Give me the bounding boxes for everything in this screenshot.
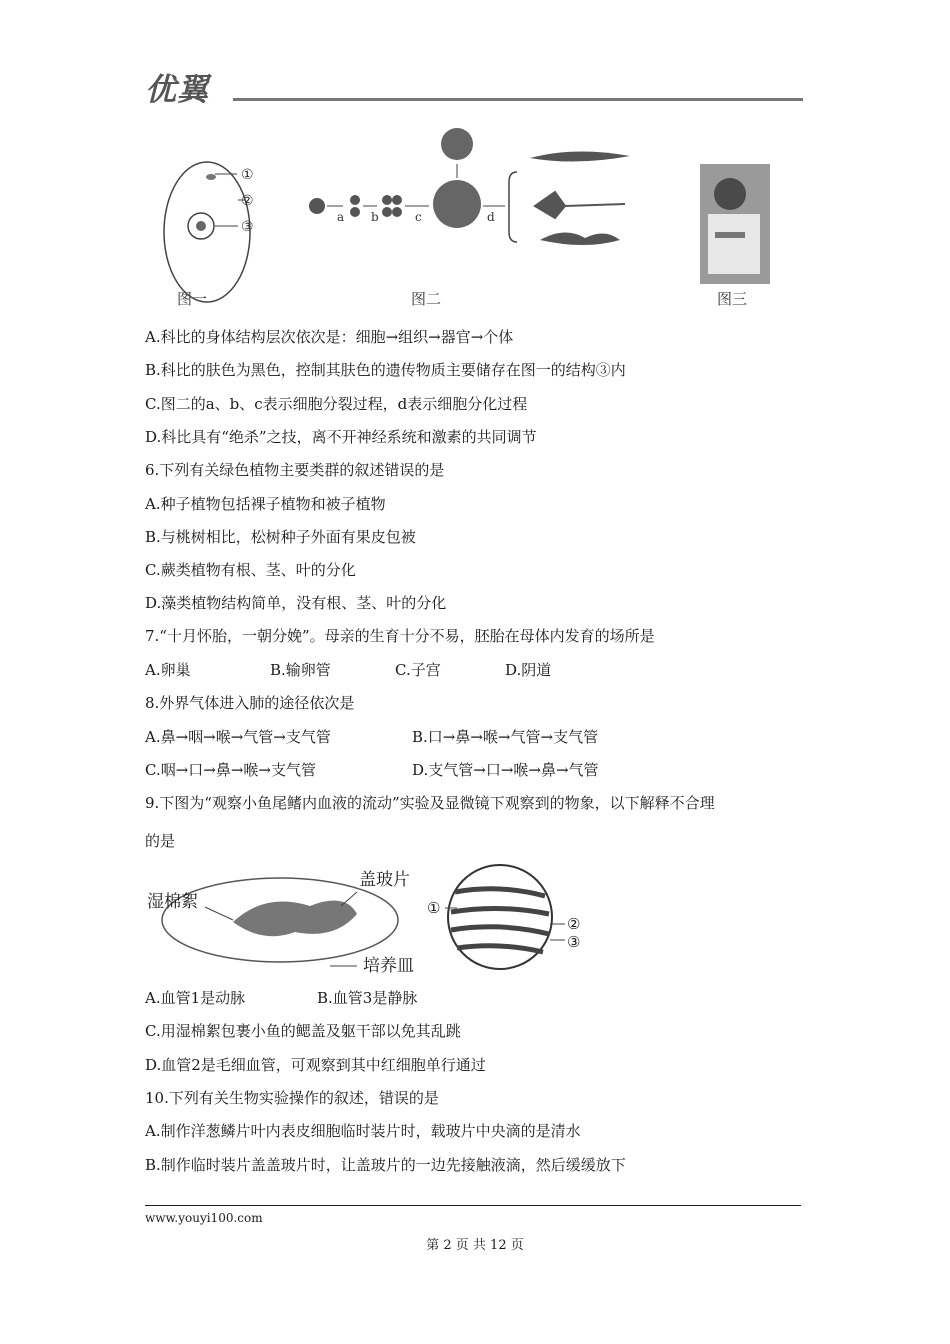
fig3-caption: 图三 bbox=[717, 290, 748, 308]
q9-stem-line1: 9.下图为“观察小鱼尾鳍内血液的流动”实验及显微镜下观察到的物象，以下解释不合理 bbox=[145, 794, 715, 812]
fig1-caption: 图一 bbox=[177, 290, 208, 308]
fig2-label-b: b bbox=[371, 210, 379, 224]
q8-option-a: A.鼻→咽→喉→气管→支气管 bbox=[145, 728, 331, 746]
q7-option-b: B.输卵管 bbox=[270, 661, 331, 679]
q5-option-a: A.科比的身体结构层次依次是：细胞→组织→器官→个体 bbox=[145, 328, 514, 346]
footer-url: www.youyi100.com bbox=[145, 1211, 263, 1225]
q9-label-coverslip: 盖玻片 bbox=[359, 870, 410, 890]
fig3-photo bbox=[700, 164, 770, 284]
q9-label-vessel-1: ① bbox=[427, 899, 441, 917]
footer-rule bbox=[145, 1205, 801, 1206]
fig1-label-3: ③ bbox=[241, 219, 254, 235]
q7-option-c: C.子宫 bbox=[395, 661, 441, 679]
q8-option-c: C.咽→口→鼻→喉→支气管 bbox=[145, 761, 316, 779]
fig2-label-a: a bbox=[337, 210, 345, 224]
q9-option-c: C.用湿棉絮包裹小鱼的鳃盖及躯干部以免其乱跳 bbox=[145, 1022, 461, 1040]
q6-option-c: C.蕨类植物有根、茎、叶的分化 bbox=[145, 561, 356, 579]
q9-label-cotton: 湿棉絮 bbox=[147, 892, 198, 912]
q9-figure bbox=[145, 862, 615, 982]
header-rule bbox=[233, 98, 803, 101]
fig1-label-2: ② bbox=[241, 193, 254, 209]
figure-drawings bbox=[145, 122, 805, 317]
q8-option-d: D.支气管→口→喉→鼻→气管 bbox=[412, 761, 599, 779]
fig2-label-d: d bbox=[487, 210, 495, 224]
q9-label-vessel-2: ② bbox=[567, 915, 581, 933]
q9-stem-line2: 的是 bbox=[145, 832, 176, 850]
q5-option-d: D.科比具有“绝杀”之技，离不开神经系统和激素的共同调节 bbox=[145, 428, 537, 446]
q6-stem: 6.下列有关绿色植物主要类群的叙述错误的是 bbox=[145, 461, 445, 479]
q5-option-c: C.图二的a、b、c表示细胞分裂过程，d表示细胞分化过程 bbox=[145, 395, 528, 413]
q9-option-a: A.血管1是动脉 bbox=[145, 989, 246, 1007]
q7-stem: 7.“十月怀胎，一朝分娩”。母亲的生育十分不易，胚胎在母体内发育的场所是 bbox=[145, 627, 655, 645]
q5-option-b: B.科比的肤色为黑色，控制其肤色的遗传物质主要储存在图一的结构③内 bbox=[145, 361, 626, 379]
fig1-label-1: ① bbox=[241, 167, 254, 183]
q9-label-dish: 培养皿 bbox=[363, 956, 414, 976]
q9-label-vessel-3: ③ bbox=[567, 933, 581, 951]
q10-stem: 10.下列有关生物实验操作的叙述，错误的是 bbox=[145, 1089, 439, 1107]
q9-option-b: B.血管3是静脉 bbox=[317, 989, 418, 1007]
q10-option-b: B.制作临时装片盖盖玻片时，让盖玻片的一边先接触液滴，然后缓缓放下 bbox=[145, 1156, 626, 1174]
q9-option-d: D.血管2是毛细血管，可观察到其中红细胞单行通过 bbox=[145, 1056, 486, 1074]
fig2-label-c: c bbox=[415, 210, 422, 224]
fig1-cell-drawing bbox=[164, 162, 250, 302]
page-number: 第 2 页 共 12 页 bbox=[426, 1238, 524, 1253]
q10-option-a: A.制作洋葱鳞片叶内表皮细胞临时装片时，载玻片中央滴的是清水 bbox=[145, 1122, 581, 1140]
q8-stem: 8.外界气体进入肺的途径依次是 bbox=[145, 694, 355, 712]
fig2-caption: 图二 bbox=[411, 290, 442, 308]
page-header bbox=[145, 64, 803, 106]
q6-option-a: A.种子植物包括裸子植物和被子植物 bbox=[145, 495, 386, 513]
logo: 优翼 bbox=[145, 72, 209, 108]
q8-option-b: B.口→鼻→喉→气管→支气管 bbox=[412, 728, 599, 746]
q7-option-a: A.卵巢 bbox=[145, 661, 191, 679]
q6-option-b: B.与桃树相比，松树种子外面有果皮包被 bbox=[145, 528, 416, 546]
q6-option-d: D.藻类植物结构简单，没有根、茎、叶的分化 bbox=[145, 594, 447, 612]
figure-row bbox=[145, 122, 805, 317]
q7-option-d: D.阴道 bbox=[505, 661, 552, 679]
fig2-division-drawing bbox=[309, 128, 630, 245]
